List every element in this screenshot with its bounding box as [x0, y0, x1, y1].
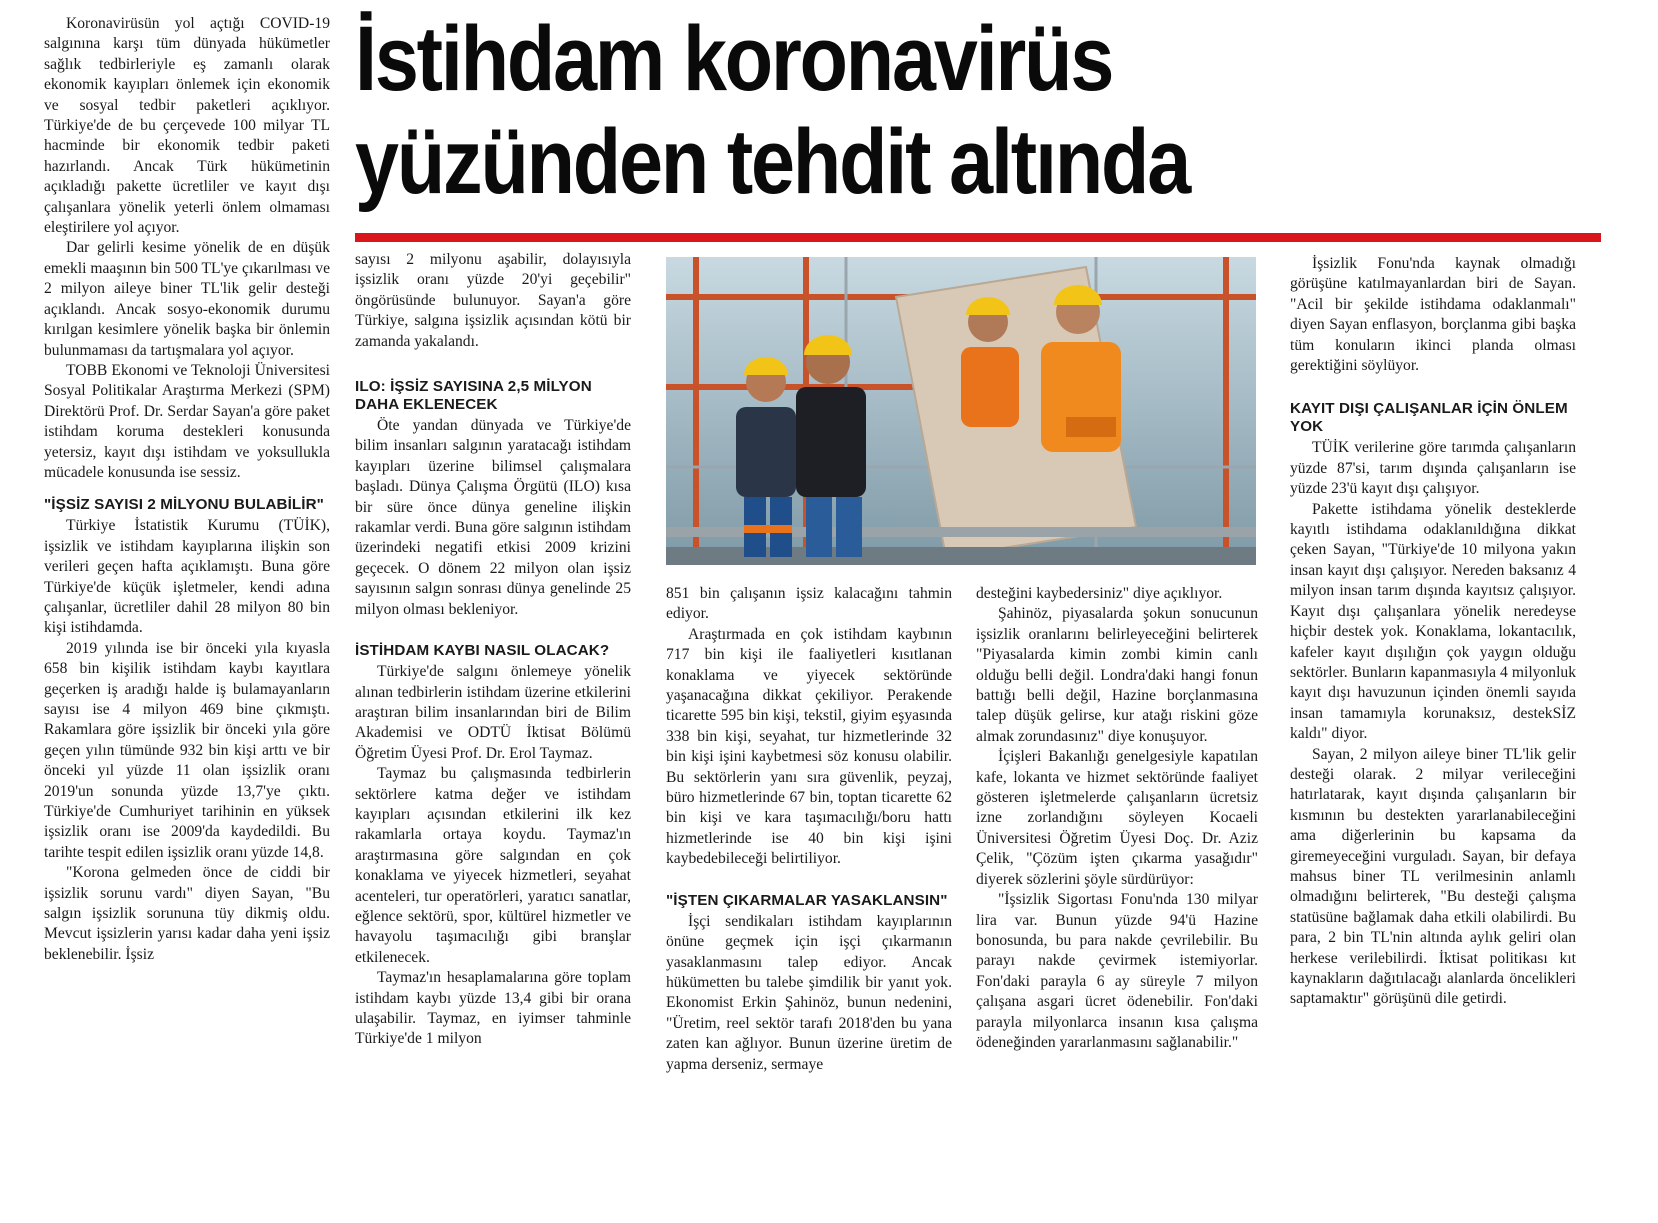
article-column-3 — [666, 584, 952, 1075]
paragraph: "Korona gelmeden önce de ciddi bir işsizlik sorunu vardı" diyen Sayan, "Bu salgın işsizlik sorununa tüy dikmiş oldu. Mevcut işsizlerin yarısı kadar daha yeni işsiz beklenebilir. İşsiz — [44, 864, 330, 963]
paragraph: Öte yandan dünyada ve Türkiye'de bilim insanları salgının yaratacağı istihdam kayıpları üzerine bilimsel çalışmalara başladı. Dünya Çalışma Örgütü (ILO) kısa bir süre önce dünya geneline ilişkin rakamlar verdi. Buna göre salgının istihdam üzerindeki negatifi etkisi 2009 krizini geçecek. O dönem 22 milyon olan işsiz sayısının salgın sonrası dünya genelinde 25 milyon olması bekleniyor. — [355, 417, 631, 618]
headline-line-1: İstihdam koronavirüs — [355, 8, 1113, 110]
paragraph: Türkiye İstatistik Kurumu (TÜİK), işsizlik ve istihdam kayıplarına ilişkin son verileri geçen hafta açıklamıştı. Buna göre Türkiye'de küçük işletmeler, kendi adına çalışanlar, ücretliler dahil 28 milyon 80 bin kişi istihdamda. — [44, 517, 330, 637]
headline — [355, 8, 1439, 214]
article-column-5 — [1290, 254, 1576, 1010]
paragraph: Dar gelirli kesime yönelik de en düşük emekli maaşının bin 500 TL'ye çıkarılması ve 2 milyon aileye biner TL'lik gelir desteği açıklandı. Ancak sosyo-ekonomik durumu kırılgan kesimlere yönelik başka bir önlemin bulunmaması da tartışmalara yol açıyor. — [44, 239, 330, 359]
paragraph: Taymaz bu çalışmasında tedbirlerin sektörlere katma değer ve istihdam kayıpları açısından etkilerini ilk kez rakamlarla ortaya koydu. Taymaz'ın araştırmasına göre salgından en çok konaklama ve yiyecek hizmetleri, seyahat acenteleri, tur operatörleri, yaratıcı sanatlar, eğlence sektörü, spor, kültürel hizmetler ve havayolu taşımacılığı gibi branşlar etkilenecek. — [355, 765, 631, 966]
paragraph: 2019 yılında ise bir önceki yıla kıyasla 658 bin kişilik istihdam kaybı kayıtlara geçerken iş aradığı halde iş bulamayanların sayısı ise 4 milyon 469 bine çıkmıştı. Rakamlara göre işsizlik bir önceki yıla göre geçen yılın tümünde 932 bin kişi arttı ve bir önceki yıl yüzde 11 olan işsizlik oranı 2019'un sonunda yüzde 13,7'ye çıktı. Türkiye'de Cumhuriyet tarihinin en yüksek işsizlik oranı ise 2009'da kaydedildi. Bu tarihte tespit edilen işsizlik oranı yüzde 14,8. — [44, 639, 330, 861]
headline-line-2: yüzünden tehdit altında — [355, 111, 1190, 213]
paragraph: 851 bin çalışanın işsiz kalacağını tahmin ediyor. — [666, 585, 952, 623]
paragraph: sayısı 2 milyonu aşabilir, dolayısıyla işsizlik oranı yüzde 20'yi geçebilir" öngörüsünde bulunuyor. Sayan'a göre Türkiye, salgına işsizlik açısından kötü bir zamanda yakalandı. — [355, 251, 631, 350]
paragraph: TOBB Ekonomi ve Teknoloji Üniversitesi Sosyal Politikalar Araştırma Merkezi (SPM) Direktörü Prof. Dr. Serdar Sayan'a göre paket istihdam koruma destekleri konusunda yetersiz, kayıt dışı istihdam ve yoksullukla mücadele konusunda ise sessiz. — [44, 361, 330, 481]
paragraph: İşsizlik Fonu'nda kaynak olmadığı görüşüne katılmayanlardan biri de Sayan. "Acil bir şekilde istihdama odaklanmalı" diyen Sayan enflasyon, borçlanma gibi başka tüm konuların ikinci planda olması gerektiğini söylüyor. — [1290, 255, 1576, 375]
paragraph: desteğini kaybedersiniz" diye açıklıyor. — [976, 585, 1223, 602]
article-column-1 — [44, 14, 330, 965]
subheading: "İŞSİZ SAYISI 2 MİLYONU BULABİLİR" — [44, 496, 324, 514]
paragraph: Araştırmada en çok istihdam kaybının 717 bin kişi ile faaliyetleri kısıtlanan konaklama ve yiyecek sektöründe yaşanacağına dikkat çekiliyor. Perakende ticarette 595 bin kişi, tekstil, giyim eşyasında 338 bin kişi, seyahat, tur hizmetlerinde 32 bin kişi işini kaybetmesi söz konusu olabilir. Bu sektörlerin yanı sıra güvenlik, peyzaj, büro hizmetlerinde 67 bin, toptan ticarette 62 bin kişi ve kara taşımacılığı/boru hattı hizmetlerinde ise 40 bin kişi işini kaybedebileceği belirtiliyor. — [666, 625, 952, 868]
subheading: İSTİHDAM KAYBI NASIL OLACAK? — [355, 642, 610, 660]
paragraph: Pakette istihdama yönelik desteklerde kayıtlı istihdama odaklanıldığına dikkat çeken Sayan, "Türkiye'de 10 milyona yakın insan kayıt dışı çalışıyor. Nereden baksanız 4 milyon insan tarım dışında kayıtsız çalışıyor. Kayıt dışı çalışanlara yönelik neredeyse hiçbir destek yok. Konaklama, lokantacılık, kafeler kayıt dışılığın çok yaygın olduğu sektörler. Bunların kapanmasıyla 4 milyonluk kayıt dışı havuzunun içinden önemli sayıda insan tamamıyla korunaksız, destekSİZ kaldı" diyor. — [1290, 500, 1576, 743]
paragraph: İşçi sendikaları istihdam kayıplarının önüne geçmek için işçi çıkarmanın yasaklanmasını talep ediyor. Ancak hükümetten bu talebe şimdilik bir yanıt yok. Ekonomist Erkin Şahinöz, bunun nedenini, "Üretim, reel sektör tarafı 2018'den bu yana zaten kan ağlıyor. Bunun üzerine üretim de yapma derseniz, sermaye — [666, 912, 952, 1073]
paragraph: İçişleri Bakanlığı genelgesiyle kapatılan kafe, lokanta ve hizmet sektöründe faaliyet gösteren işletmelerde çalışanların ücretsiz izne zorlandığını söyleyen Kocaeli Üniversitesi Öğretim Üyesi Doç. Dr. Aziz Çelik, "Çözüm işten çıkarma yasağıdır" diyerek sözlerini şöyle sürdürüyor: — [976, 748, 1258, 888]
paragraph: Sayan, 2 milyon aileye biner TL'lik gelir desteği olarak. 2 milyar verileceğini hatırlatarak, kayıt dışında çalışanların bir kısmının bu destekten yararlanabileceğini ama diğerlerinin bu kapsama da giremeyeceğini vurguladı. Sayan, bir defaya mahsus biner TL verilmesinin anlamlı olmadığını belirterek, "Bu desteği çalışma statüsüne bağlamak daha etkili olabilirdi. Bu para, 2 bin TL'nin altında aylık geliri olan herkese verilebilirdi. İktisat politikası kıt kaynakların dağıtılacağı alanlarda öncelikleri saptamaktır" görüşünü dile getirdi. — [1290, 745, 1576, 1008]
paragraph: TÜİK verilerine göre tarımda çalışanların yüzde 87'si, tarım dışında çalışanların ise yüzde 23'ü kayıt dışı çalışıyor. — [1290, 439, 1576, 498]
subheading: ILO: İŞSİZ SAYISINA 2,5 MİLYON DAHA EKLENECEK — [355, 378, 592, 414]
subheading: KAYIT DIŞI ÇALIŞANLAR İÇİN ÖNLEM YOK — [1290, 400, 1568, 436]
article-column-2 — [355, 250, 631, 1050]
subheading: "İŞTEN ÇIKARMALAR YASAKLANSIN" — [666, 891, 948, 909]
photo-illustration — [666, 257, 1256, 565]
construction-workers-photo — [666, 257, 1256, 565]
paragraph: "İşsizlik Sigortası Fonu'nda 130 milyar lira var. Bunun yüzde 94'ü Hazine bonosunda, bu para nakde çevrilebilir. Bu parayı nakde çevirmek istemiyorlar. Fon'daki parayla 6 ay süreyle 7 milyon çalışana asgari ücret ödenebilir. Fon'daki parayla milyonlarca insanın kısa çalışma ödeneğinden yararlanmasını sağlanabilir." — [976, 891, 1258, 1051]
paragraph: Taymaz'ın hesaplamalarına göre toplam istihdam kaybı yüzde 13,4 gibi bir orana ulaşabilir. Taymaz, en iyimser tahminle Türkiye'de 1 milyon — [355, 969, 631, 1048]
article-column-4 — [976, 584, 1258, 1053]
paragraph: Şahinöz, piyasalarda şokun sonucunun işsizlik oranlarını belirleyeceğini belirterek "Piyasalarda kimin zombi kimin canlı olduğu belli değil. Londra'daki hangi fonun battığı belli değil, Hazine borçlanmasına talep düşük gelirse, kur atağı riskini göze almak zorundasınız" diye konuşuyor. — [976, 605, 1258, 745]
headline-red-rule — [355, 233, 1601, 242]
paragraph: Türkiye'de salgını önlemeye yönelik alınan tedbirlerin istihdam üzerine etkilerini araştıran bilim insanlarından biri de Bilim Akademisi ve ODTÜ İktisat Bölümü Öğretim Üyesi Prof. Dr. Erol Taymaz. — [355, 663, 631, 762]
paragraph: Koronavirüsün yol açtığı COVID-19 salgınına karşı tüm dünyada hükümetler sağlık tedbirleriyle eş zamanlı olarak ekonomik kayıpları önlemek için ekonomik ve sosyal tedbir paketleri açıklıyor. Türkiye'de de bu çerçevede 100 milyar TL hacminde bir ekonomik tedbir paketi hazırlandı. Ancak Türk hükümetinin açıkladığı pakette ücretliler ve kayıt dışı çalışanlara yönelik yeterli önlem olmaması eleştirilere yol açıyor. — [44, 15, 330, 237]
